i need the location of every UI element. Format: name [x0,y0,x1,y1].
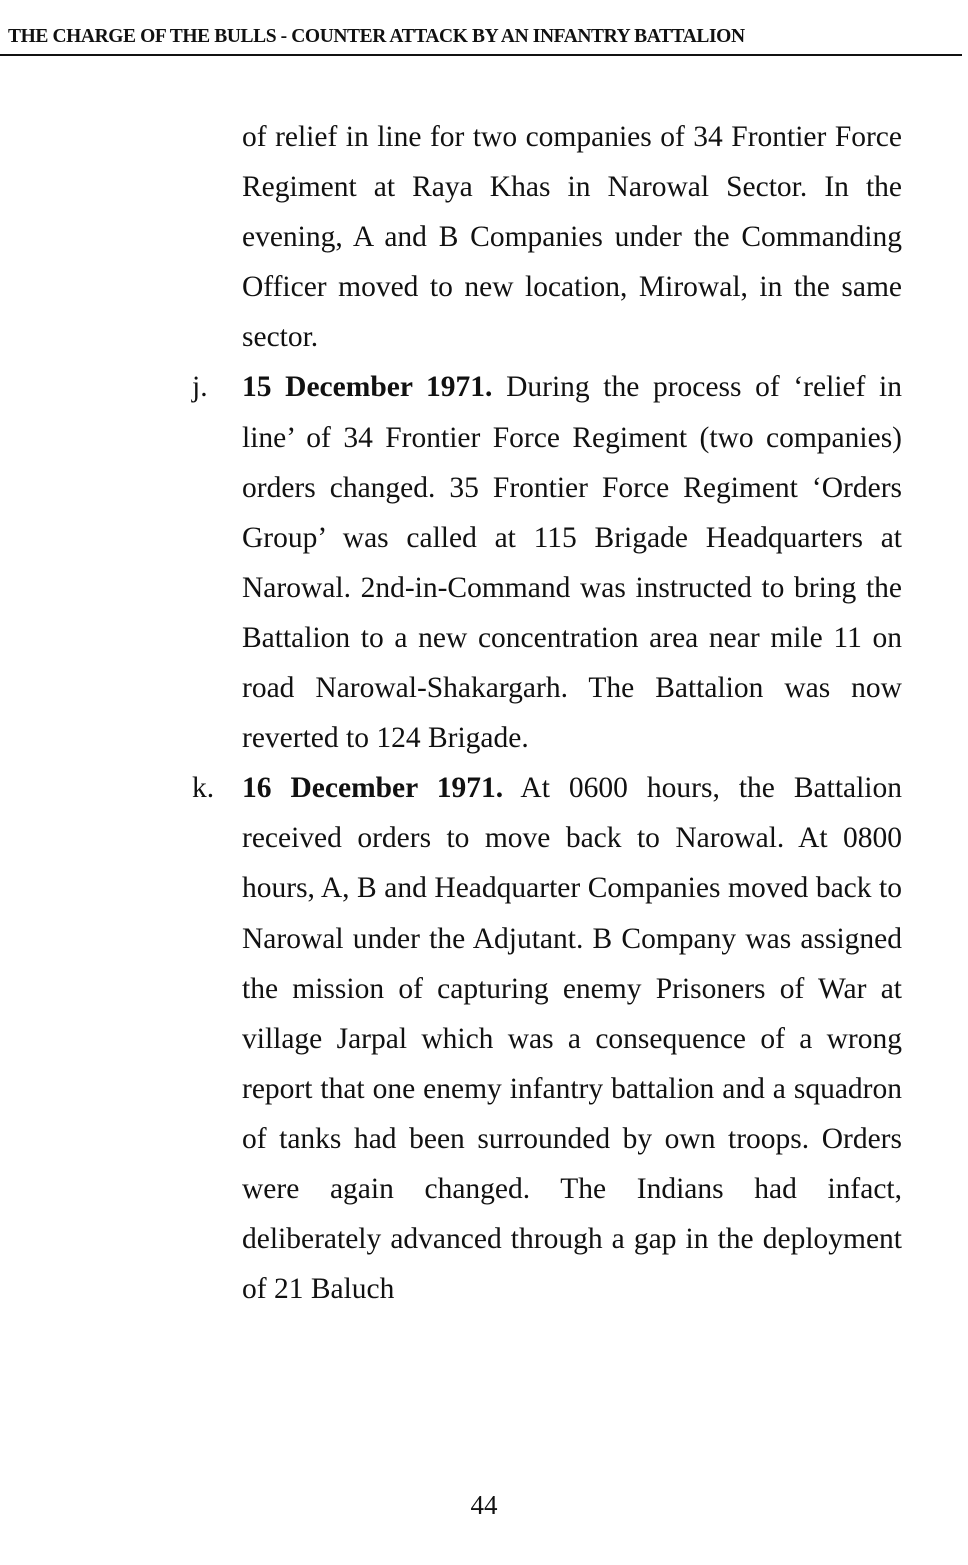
paragraph-text: During the process of ‘relief in line’ of 34 Frontier Force Regiment (two companies) orders changed. 35 Frontier Force Regiment ‘Orders Group’ was called at 115 Brigade Headquarters at Narowal. 2nd-in-Command was instructed to bring the Battalion to a new concentration area near mile 11 on road Narowal-Shakargarh. The Battalion was now reverted to 124 Brigade. [242,371,902,755]
paragraph-text: of relief in line for two companies of 34 Frontier Force Regiment at Raya Khas in Narowal Sector. In the evening, A and B Companies under the Commanding Officer moved to new location, Mirowal, in the same sector. [242,121,902,354]
list-marker: k. [192,772,215,805]
paragraph-k [192,763,902,1314]
list-marker: j. [192,371,208,404]
paragraph-text: At 0600 hours, the Battalion received orders to move back to Narowal. At 0800 hours, A, B and Headquarter Companies moved back to Narowal under the Adjutant. B Company was assigned the mission of capturing enemy Prisoners of War at village Jarpal which was a consequence of a wrong report that one enemy infantry battalion and a squadron of tanks had been surrounded by own troops. Orders were again changed. The Indians had infact, deliberately advanced through a gap in the deployment of 21 Baluch [242,772,902,1306]
body-text [0,112,968,1314]
paragraph-continuation [242,112,902,362]
paragraph-date: 16 December 1971. [242,772,504,805]
paragraph-date: 15 December 1971. [242,371,493,404]
header-title: THE CHARGE OF THE BULLS - COUNTER ATTACK BY AN INFANTRY BATTALION [8,26,745,47]
running-header [0,22,962,56]
page-number: 44 [470,1490,498,1520]
paragraph-j [192,362,902,763]
